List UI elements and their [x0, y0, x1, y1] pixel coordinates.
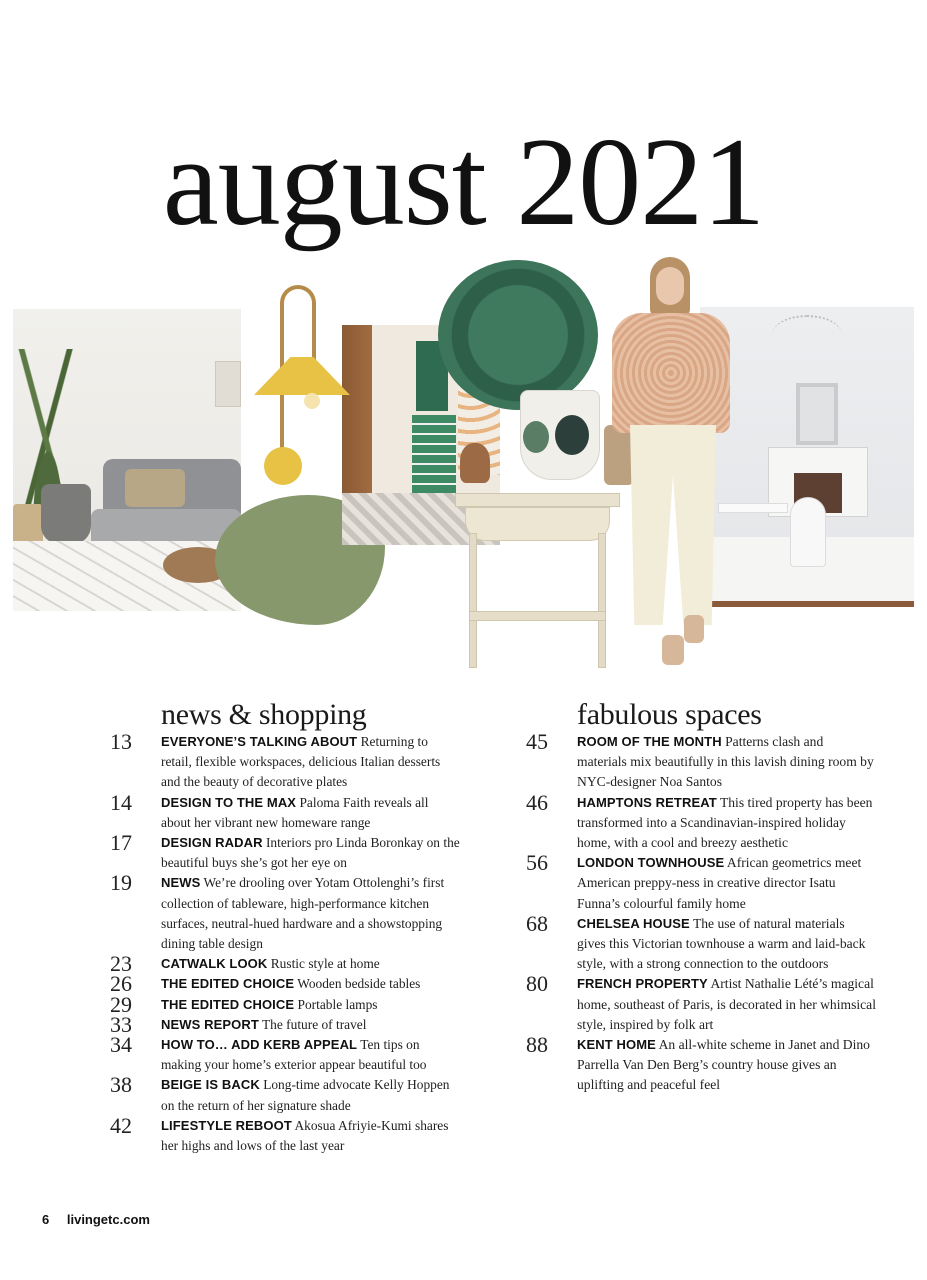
contents-entry — [516, 729, 876, 793]
entry-text — [161, 995, 460, 1015]
entry-description: Artist Nathalie Lété’s magical home, southeast of Paris, is decorated in her whimsical style, inspired by folk art — [577, 976, 876, 1032]
entry-page-number: 33 — [110, 1011, 132, 1037]
contents-entry — [100, 1032, 460, 1075]
entry-description: Rustic style at home — [270, 956, 380, 972]
entry-heading: CATWALK LOOK — [161, 956, 268, 972]
entry-page-number: 56 — [526, 850, 548, 876]
section-title: fabulous spaces — [577, 698, 762, 731]
contents-entry — [516, 1032, 876, 1096]
green-plate-image — [438, 260, 598, 410]
contents-column-fabulous-spaces — [516, 698, 876, 1096]
contents-entry — [100, 870, 460, 954]
entry-description: An all-white scheme in Janet and Dino Parrella Van Den Berg’s country house gives an uplifting and peaceful feel — [577, 1037, 870, 1093]
photo-collage — [0, 255, 927, 675]
fashion-model-image — [600, 255, 740, 675]
side-table-image — [455, 493, 620, 668]
entry-description: The use of natural materials gives this Victorian townhouse a warm and laid-back style, with a strong connection to the outdoors — [577, 915, 866, 972]
entry-heading: DESIGN RADAR — [161, 835, 263, 851]
entry-page-number: 19 — [110, 870, 132, 896]
entry-text — [161, 1075, 460, 1115]
entry-heading: EVERYONE’S TALKING ABOUT — [161, 734, 358, 749]
entry-description: The future of travel — [262, 1016, 367, 1032]
contents-entry — [100, 991, 460, 1017]
entry-page-number: 80 — [526, 971, 548, 997]
contents-entry — [100, 1072, 460, 1115]
entry-text — [577, 974, 876, 1035]
website-url: livingetc.com — [66, 1212, 150, 1227]
contents-entry — [100, 951, 460, 977]
entry-heading: CHELSEA HOUSE — [577, 915, 690, 931]
contents-column-news-shopping — [100, 698, 460, 1156]
entry-text — [577, 732, 876, 793]
section-title: news & shopping — [161, 698, 367, 731]
entry-text — [161, 793, 460, 833]
entry-heading: NEWS — [161, 875, 201, 891]
contents-entry — [516, 850, 876, 914]
contents-entry — [516, 789, 876, 854]
entry-heading: LONDON TOWNHOUSE — [577, 855, 725, 871]
entry-page-number: 42 — [110, 1112, 132, 1138]
page-number: 6 — [42, 1212, 50, 1227]
entry-heading: ROOM OF THE MONTH — [577, 734, 722, 749]
entry-description: Paloma Faith reveals all about her vibrant new homeware range — [161, 794, 429, 830]
contents-entry — [100, 729, 460, 793]
entry-page-number: 38 — [110, 1072, 132, 1098]
entry-heading: BEIGE IS BACK — [161, 1077, 260, 1093]
entry-heading: DESIGN TO THE MAX — [161, 794, 297, 810]
entry-description: African geometrics meet American preppy-ness in creative director Isatu Funna’s colourful family home — [577, 855, 862, 911]
ceramic-cup-image — [520, 390, 600, 480]
entry-text — [577, 1035, 876, 1096]
contents-entry — [100, 1112, 460, 1156]
entry-description: Interiors pro Linda Boronkay on the beautiful buys she’s got her eye on — [161, 835, 460, 871]
entry-text — [161, 732, 460, 793]
entry-description: This tired property has been transformed into a Scandinavian-inspired holiday home, with a cool and breezy aesthetic — [577, 794, 873, 851]
entry-description: Patterns clash and materials mix beautifully in this lavish dining room by NYC-designer Noa Santos — [577, 734, 874, 790]
masthead-title: august 2021 — [162, 113, 765, 252]
entry-page-number: 14 — [110, 789, 132, 815]
entry-heading: FRENCH PROPERTY — [577, 976, 708, 992]
entry-page-number: 88 — [526, 1032, 548, 1058]
entry-page-number: 26 — [110, 971, 132, 997]
yellow-wall-lamp-image — [252, 285, 352, 485]
entry-heading: LIFESTYLE REBOOT — [161, 1117, 292, 1133]
entry-heading: NEWS REPORT — [161, 1016, 259, 1032]
entry-page-number: 45 — [526, 729, 548, 754]
contents-entry — [516, 910, 876, 975]
entry-heading: THE EDITED CHOICE — [161, 996, 295, 1012]
page-footer — [42, 1212, 150, 1227]
entry-heading: KENT HOME — [577, 1037, 656, 1053]
entry-page-number: 46 — [526, 789, 548, 815]
entry-description: Ten tips on making your home’s exterior appear beautiful too — [161, 1037, 427, 1073]
entry-text — [161, 974, 460, 994]
living-room-photo — [13, 309, 241, 611]
entry-text — [161, 833, 460, 873]
entry-heading: THE EDITED CHOICE — [161, 976, 295, 992]
entry-page-number: 34 — [110, 1032, 132, 1058]
entry-list — [516, 729, 876, 1096]
entry-description: Wooden bedside tables — [297, 976, 421, 992]
entry-heading: HOW TO… ADD KERB APPEAL — [161, 1037, 358, 1053]
entry-text — [577, 793, 876, 854]
contents-entry — [100, 971, 460, 997]
contents-entry — [100, 830, 460, 873]
entry-description: Akosua Afriyie-Kumi shares her highs and lows of the last year — [161, 1117, 449, 1154]
entry-description: Long-time advocate Kelly Hoppen on the return of her signature shade — [161, 1077, 450, 1113]
entry-page-number: 23 — [110, 951, 132, 977]
entry-text — [161, 1035, 460, 1075]
entry-text — [161, 1116, 460, 1156]
entry-text — [161, 873, 460, 954]
entry-description: Returning to retail, flexible workspaces, delicious Italian desserts and the beauty of decorative plates — [161, 734, 441, 790]
entry-text — [577, 853, 876, 914]
contents-entry — [100, 1011, 460, 1037]
entry-text — [161, 1015, 460, 1035]
entry-text — [161, 954, 460, 974]
entry-page-number: 13 — [110, 729, 132, 754]
entry-page-number: 29 — [110, 991, 132, 1017]
entry-heading: HAMPTONS RETREAT — [577, 794, 717, 810]
entry-description: We’re drooling over Yotam Ottolenghi’s first collection of tableware, high-performance kitchen surfaces, neutral-hued hardware and a showstopping dining table design — [161, 875, 445, 952]
entry-text — [577, 914, 876, 975]
entry-list — [100, 729, 460, 1156]
entry-page-number: 17 — [110, 830, 132, 856]
entry-description: Portable lamps — [297, 996, 378, 1012]
entry-page-number: 68 — [526, 910, 548, 936]
contents-entry — [100, 789, 460, 833]
contents-entry — [516, 971, 876, 1035]
